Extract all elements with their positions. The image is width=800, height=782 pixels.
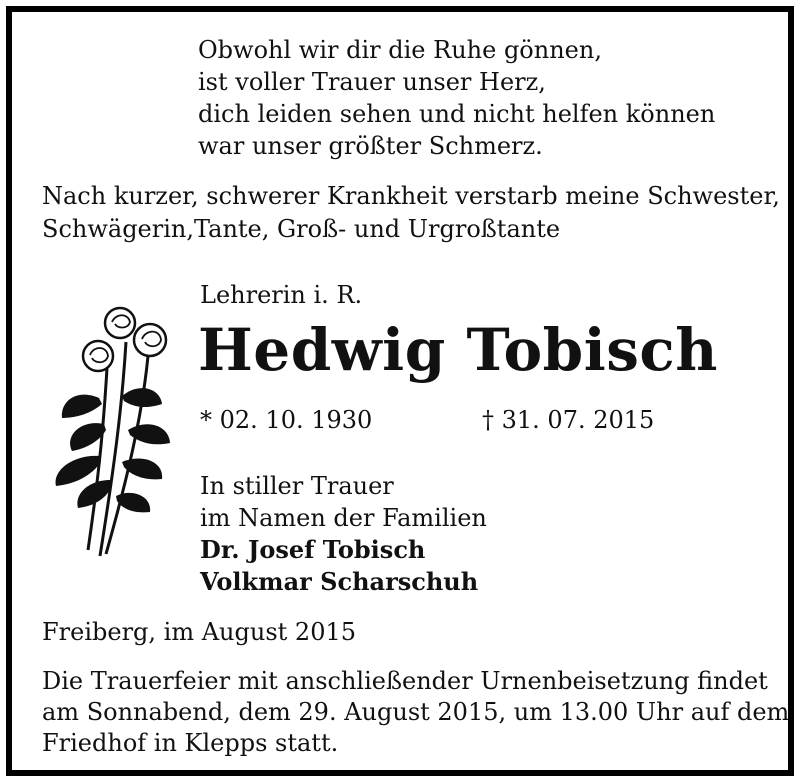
mourner-name: Dr. Josef Tobisch <box>200 535 426 564</box>
funeral-line: Die Trauerfeier mit anschließender Urnenbeisetzung findet <box>42 667 768 695</box>
birth-date: * 02. 10. 1930 <box>200 406 373 434</box>
obituary-frame <box>6 6 794 776</box>
funeral-line: Friedhof in Klepps statt. <box>42 729 339 757</box>
funeral-line: am Sonnabend, dem 29. August 2015, um 13.00 Uhr auf dem <box>42 698 790 726</box>
mourners-line: im Namen der Familien <box>200 504 487 532</box>
poem-line: dich leiden sehen und nicht helfen können <box>198 100 716 128</box>
deceased-name: Hedwig Tobisch <box>198 316 718 384</box>
poem-line: ist voller Trauer unser Herz, <box>198 68 546 96</box>
announcement-line: Schwägerin,Tante, Groß- und Urgroßtante <box>42 215 561 243</box>
mourners-line: In stiller Trauer <box>200 472 394 500</box>
place-date: Freiberg, im August 2015 <box>42 618 357 646</box>
mourner-name: Volkmar Scharschuh <box>200 567 479 596</box>
funeral-notice <box>42 666 789 759</box>
roses-icon <box>44 298 176 560</box>
announcement-line: Nach kurzer, schwerer Krankheit verstarb meine Schwester, <box>42 182 780 210</box>
death-announcement <box>42 180 780 246</box>
professional-title: Lehrerin i. R. <box>200 281 363 309</box>
poem <box>198 34 715 162</box>
death-date: † 31. 07. 2015 <box>482 406 655 434</box>
poem-line: Obwohl wir dir die Ruhe gönnen, <box>198 36 602 64</box>
poem-line: war unser größter Schmerz. <box>198 132 543 160</box>
mourners-block <box>200 470 487 598</box>
